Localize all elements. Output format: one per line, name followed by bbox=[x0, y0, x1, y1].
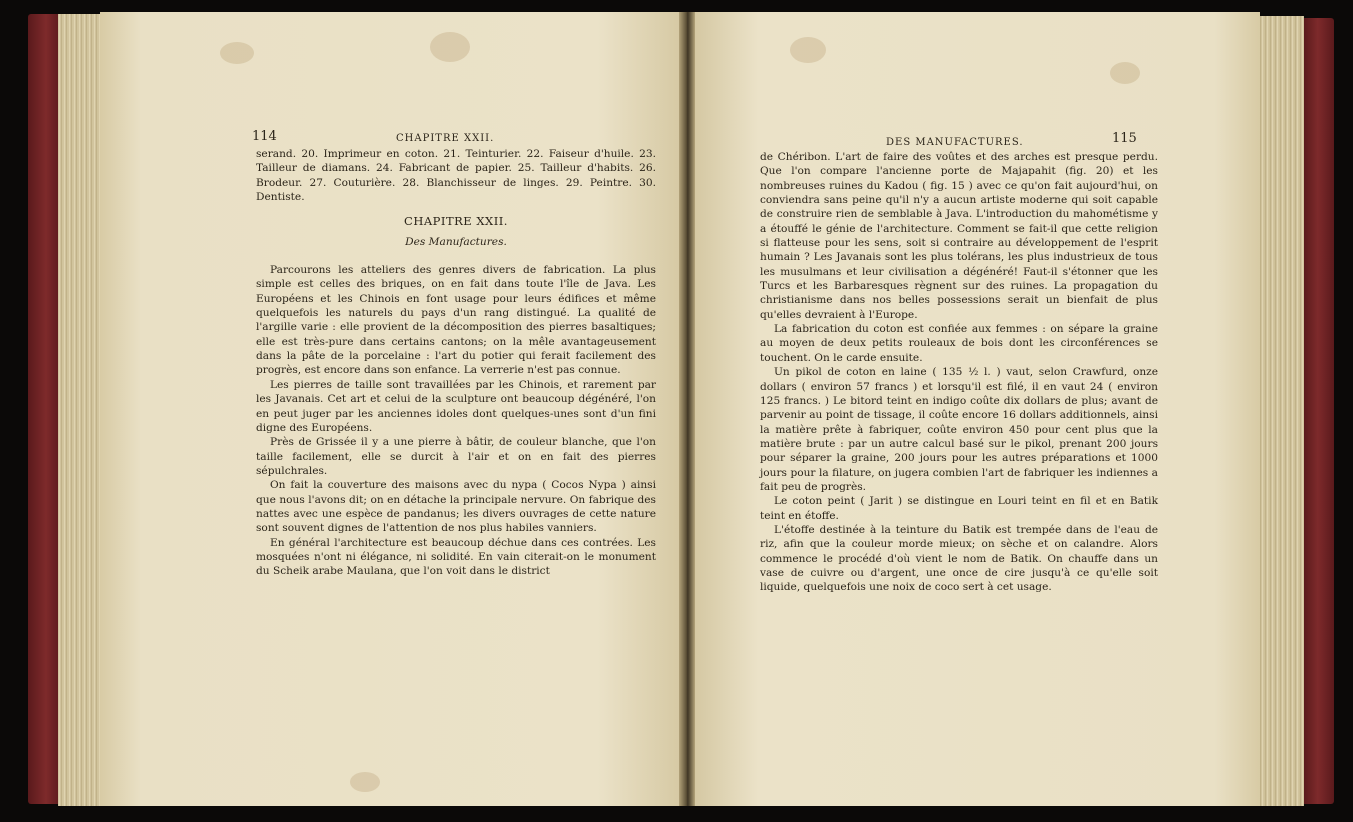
paragraph: Parcourons les atteliers des genres divers de fabrication. La plus simple est celles des briques, on en fait dans toute l'île de Java. Les Européens et les Chinois en font usage pour leurs édifices et même quelquefois les naturels du pays d'un rang distingué. La qualité de l'argille varie : elle provient de la décomposition des pierres basaltiques; elle est très-pure dans certains cantons; on la mêle avantageusement dans la pâte de la porcelaine : l'art du potier qui ferait facilement des progrès, est encore dans son enfance. La verrerie n'est pas connue. bbox=[256, 264, 656, 377]
paragraph: Les pierres de taille sont travaillées par les Chinois, et rarement par les Javanais. Cet art et celui de la sculpture ont beaucoup dégénéré, l'on en peut juger par les anciennes idoles dont quelques-unes sont d'un fini digne des Européens. bbox=[256, 378, 656, 434]
left-page-text bbox=[256, 147, 656, 579]
paragraph: La fabrication du coton est confiée aux femmes : on sépare la graine au moyen de deux petits rouleaux de bois dont les circonférences se touchent. On le carde ensuite. bbox=[760, 323, 1158, 364]
foxing-stain bbox=[790, 37, 826, 63]
right-page bbox=[690, 12, 1260, 806]
paragraph: L'étoffe destinée à la teinture du Batik est trempée dans de l'eau de riz, afin que la couleur morde mieux; on sèche et on calandre. Alors commence le procédé d'où vient le nom de Batik. On chauffe dans un vase de cuivre ou d'argent, une once de cire jusqu'à ce qu'elle soit liquide, quelquefois une noix de coco sert à cet usage. bbox=[760, 523, 1158, 594]
paragraph: En général l'architecture est beaucoup déchue dans ces contrées. Les mosquées n'ont ni élégance, ni solidité. En vain citerait-on le monument du Scheik arabe Maulana, que l'on voit dans le district bbox=[256, 536, 656, 578]
paragraph: On fait la couverture des maisons avec du nypa ( Cocos Nypa ) ainsi que nous l'avons dit; on en détache la principale nervure. On fabrique des nattes avec une espèce de pandanus; les divers ouvrages de cette nature sont souvent dignes de l'attention de nos plus habiles vanniers. bbox=[256, 479, 656, 535]
foxing-stain bbox=[350, 772, 380, 792]
paragraph: de Chéribon. L'art de faire des voûtes et des arches est presque perdu. Que l'on compare l'ancienne porte de Majapahit (fig. 20) et les nombreuses ruines du Kadou ( fig. 15 ) avec ce qu'on fait aujourd'hui, on conviendra sans peine qu'il n'y a aucun artiste moderne qui soit capable de construire rien de semblable à Java. L'introduction du mahométisme y a étouffé le génie de l'architecture. Comment se fait-il que cette religion si flatteuse pour les sens, soit si contraire au développement de l'esprit humain ? Les Javanais sont les plus tolérans, les plus industrieux de tous les musulmans et leur civilisation a dégénéré! Faut-il s'étonner que les Turcs et les Barbaresques règnent sur des ruines. La propagation du christianisme dans nos belles possessions serait un bienfait de plus qu'elles devraient à l'Europe. bbox=[760, 151, 1158, 321]
right-page-edges bbox=[1254, 16, 1304, 806]
paragraph: Le coton peint ( Jarit ) se distingue en Louri teint en fil et en Batik teint en étoffe. bbox=[760, 495, 1158, 522]
paragraph: Près de Grissée il y a une pierre à bâtir, de couleur blanche, que l'on taille facilement, elle se durcit à l'air et on en fait des pierres sépulchrales. bbox=[256, 436, 656, 477]
right-page-text bbox=[760, 150, 1158, 595]
running-head: CHAPITRE XXII. bbox=[396, 133, 495, 144]
page-number: 114 bbox=[252, 129, 277, 144]
running-head: DES MANUFACTURES. bbox=[886, 137, 1024, 148]
chapter-title: CHAPITRE XXII. bbox=[404, 214, 508, 229]
foxing-stain bbox=[220, 42, 254, 64]
chapter-subtitle: Des Manufactures. bbox=[405, 235, 507, 248]
left-page bbox=[100, 12, 685, 806]
book-gutter bbox=[679, 12, 695, 806]
foxing-stain bbox=[430, 32, 470, 62]
page-number: 115 bbox=[1112, 131, 1137, 146]
foxing-stain bbox=[1110, 62, 1140, 84]
continuation-text: serand. 20. Imprimeur en coton. 21. Teinturier. 22. Faiseur d'huile. 23. Tailleur de diamans. 24. Fabricant de papier. 25. Tailleur d'habits. 26. Brodeur. 27. Couturière. 28. Blanchisseur de linges. 29. Peintre. 30. Dentiste. bbox=[256, 148, 656, 204]
paragraph: Un pikol de coton en laine ( 135 ½ l. ) vaut, selon Crawfurd, onze dollars ( environ 57 francs ) et lorsqu'il est filé, il en vaut 24 ( environ 125 francs. ) Le bitord teint en indigo coûte dix dollars de plus; avant de parvenir au point de tissage, il coûte encore 16 dollars additionnels, ainsi la matière prête à fabriquer, coûte environ 450 pour cent plus que la matière brute : par un autre calcul basé sur le pikol, prenant 200 jours pour séparer la graine, 200 jours pour les autres préparations et 1000 jours pour la filature, on jugera combien l'art de fabriquer les indiennes a fait peu de progrès. bbox=[760, 366, 1158, 493]
